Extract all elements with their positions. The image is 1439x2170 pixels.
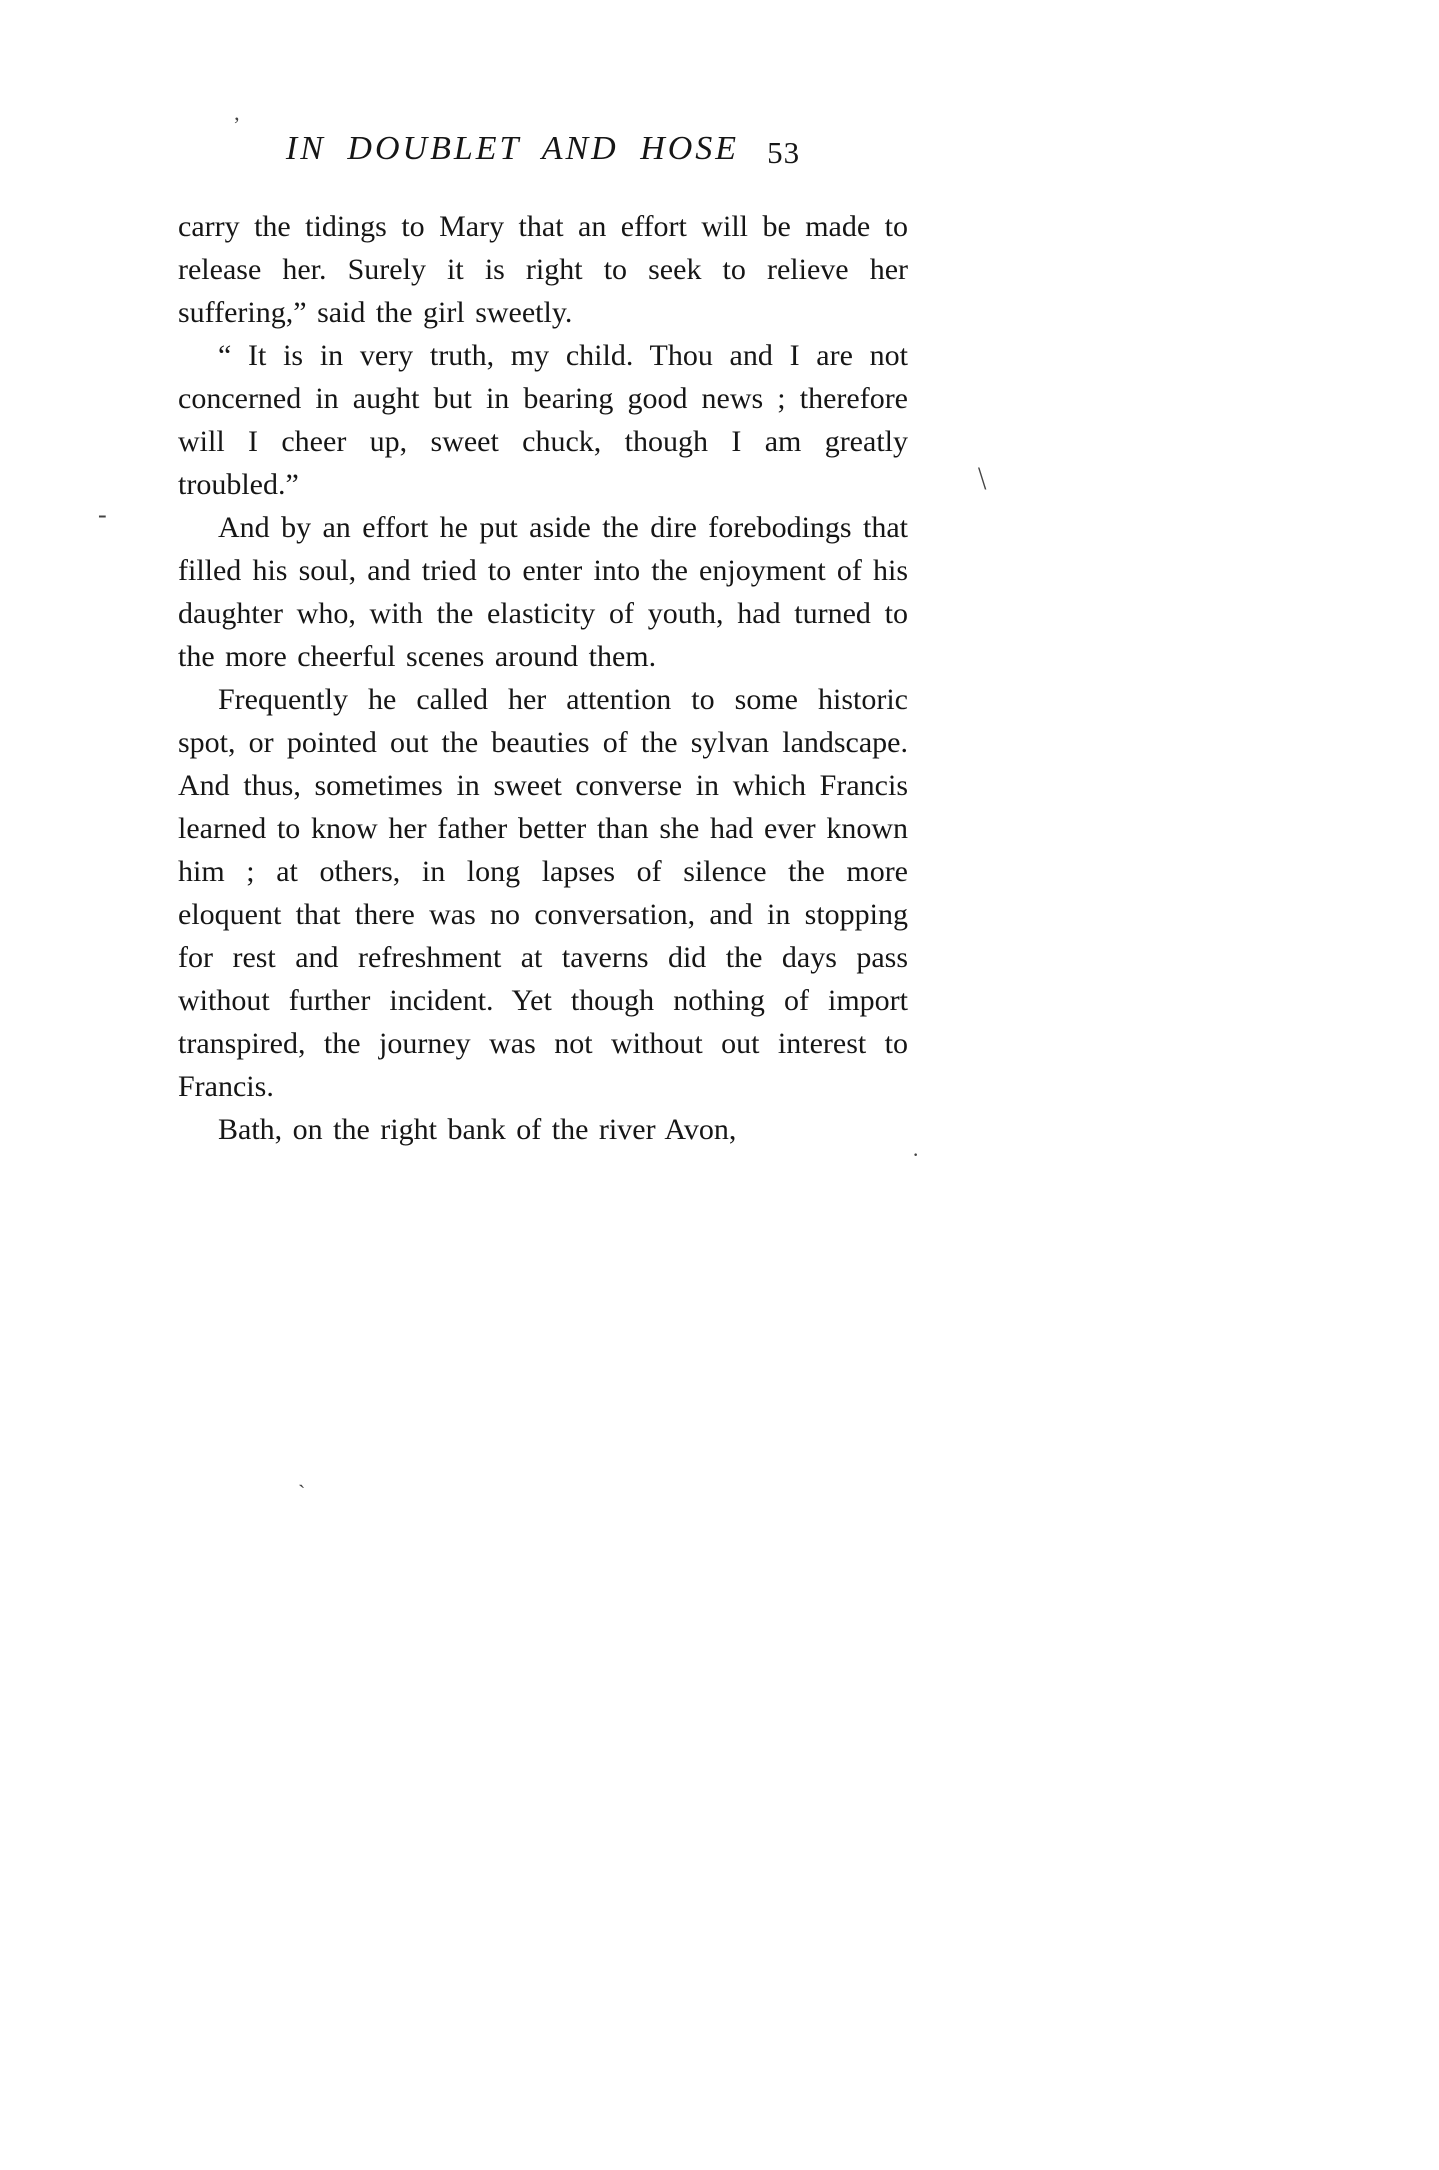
paragraph: And by an effort he put aside the dire forebodings that filled his soul, and tried to enter into the enjoyment of his daughter who, with the elasticity of youth, had turned to the more cheerful scenes around them. — [178, 511, 908, 673]
scan-artifact-right-slash: \ — [978, 460, 987, 497]
running-header — [178, 130, 908, 168]
scan-artifact-bottom-tick: ` — [298, 1480, 306, 1505]
page-number: 53 — [767, 135, 801, 170]
body-text — [178, 205, 908, 1151]
scan-artifact-left-dash: - — [98, 500, 107, 529]
paragraph: carry the tidings to Mary that an effort will be made to release her. Surely it is right to seek to relieve her suffering,” said the girl sweetly. — [178, 210, 908, 329]
paragraph: Frequently he called her attention to some historic spot, or pointed out the beauties of the sylvan landscape. And thus, sometimes in sweet converse in which Francis learned to know her father better than she had ever known him ; at others, in long lapses of silence the more eloquent that there was no conversation, and in stopping for rest and refreshment at taverns did the days pass without further incident. Yet though nothing of import transpired, the journey was not without out interest to Francis. — [178, 683, 908, 1103]
paragraph: Bath, on the right bank of the river Avon, — [218, 1113, 737, 1146]
paragraph: “ It is in very truth, my child. Thou and I are not concerned in aught but in bearing good news ; therefore will I cheer up, sweet chuck, though I am greatly troubled.” — [178, 339, 908, 501]
scan-artifact-top: ’ — [233, 112, 241, 137]
chapter-title: IN DOUBLET AND HOSE — [285, 130, 740, 167]
scan-artifact-mid-tick: · — [912, 1142, 920, 1167]
